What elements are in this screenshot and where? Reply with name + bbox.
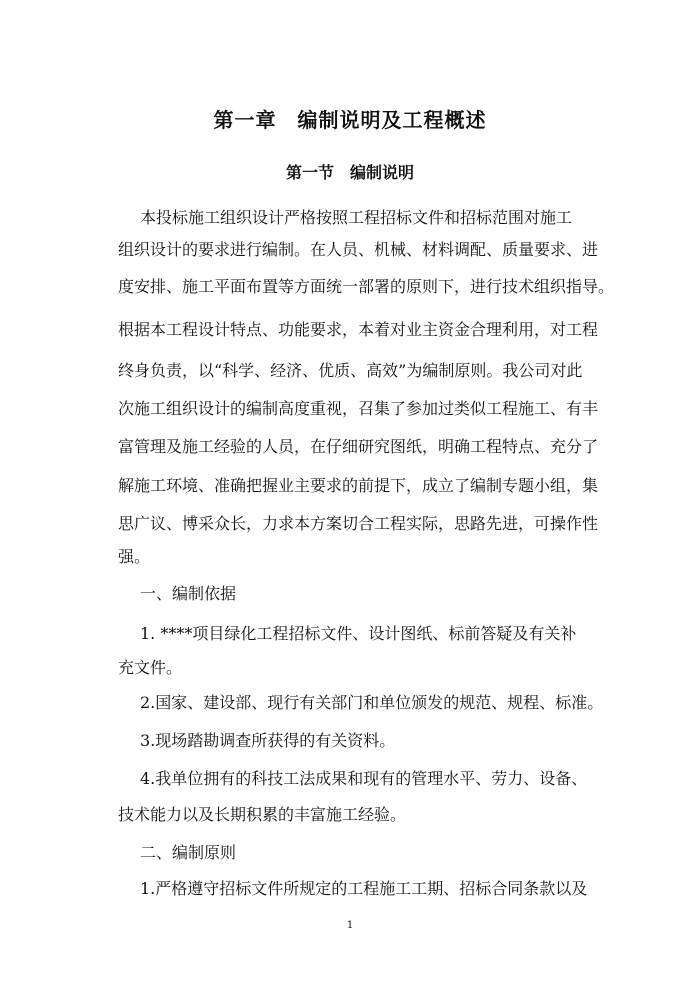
intro-line: 解施工环境、准确把握业主要求的前提下，成立了编制专题小组，集 xyxy=(118,476,599,495)
intro-line: 次施工组织设计的编制高度重视，召集了参加过类似工程施工、有丰 xyxy=(118,399,599,418)
section-title: 第一节 编制说明 xyxy=(285,163,414,182)
basis-item: 3.现场踏勘调查所获得的有关资料。 xyxy=(140,731,396,750)
basis-item: 4.我单位拥有的科技工法成果和现有的管理水平、劳力、设备、 xyxy=(140,769,588,788)
principle-item: 1.严格遵守招标文件所规定的工程施工工期、招标合同条款以及 xyxy=(140,879,588,898)
intro-line: 组织设计的要求进行编制。在人员、机械、材料调配、质量要求、进 xyxy=(118,240,599,259)
intro-line: 本投标施工组织设计严格按照工程招标文件和招标范围对施工 xyxy=(140,208,573,227)
basis-item: 充文件。 xyxy=(118,658,183,677)
intro-line: 度安排、施工平面布置等方面统一部署的原则下，进行技术组织指导。 xyxy=(118,277,615,296)
intro-line: 根据本工程设计特点、功能要求，本着对业主资金合理利用，对工程 xyxy=(118,320,599,339)
basis-item: 1. ****项目绿化工程招标文件、设计图纸、标前答疑及有关补 xyxy=(140,624,577,643)
basis-item: 技术能力以及长期积累的丰富施工经验。 xyxy=(118,805,407,824)
chapter-title: 第一章 编制说明及工程概述 xyxy=(213,108,487,132)
page-number: 1 xyxy=(346,920,354,931)
intro-line: 富管理及施工经验的人员，在仔细研究图纸，明确工程特点、充分了 xyxy=(118,437,599,456)
principle-heading: 二、编制原则 xyxy=(140,843,237,862)
intro-line: 强。 xyxy=(118,547,151,566)
basis-item: 2.国家、建设部、现行有关部门和单位颁发的规范、规程、标准。 xyxy=(140,693,604,712)
basis-heading: 一、编制依据 xyxy=(140,584,237,603)
intro-line: 思广议、博采众长，力求本方案切合工程实际，思路先进，可操作性 xyxy=(118,514,599,533)
intro-line: 终身负责，以“科学、经济、优质、高效”为编制原则。我公司对此 xyxy=(118,361,583,380)
